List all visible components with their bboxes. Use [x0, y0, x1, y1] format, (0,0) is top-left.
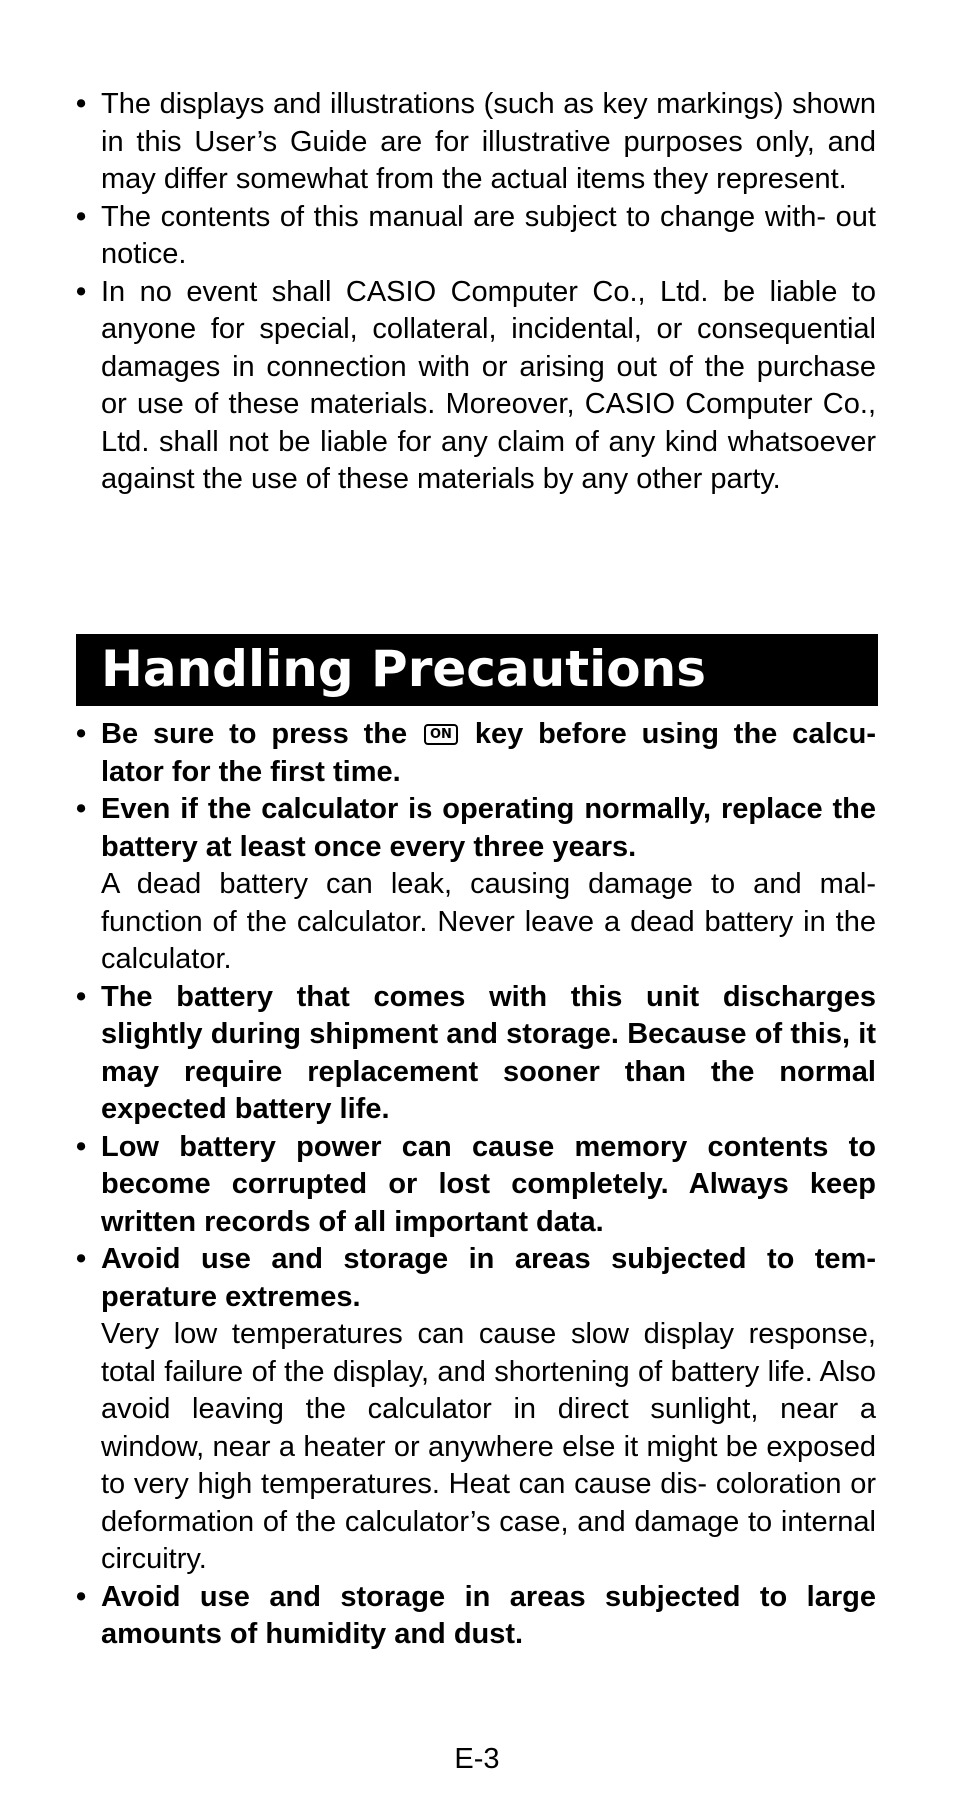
intro-bullet-contents-change: [76, 199, 876, 274]
precaution-heading: Low battery power can cause memory contents to become corrupted or lost completely. Always keep written records of all important data.: [101, 1130, 876, 1238]
precaution-battery-discharge: [76, 979, 876, 1129]
intro-bullet-text: In no event shall CASIO Computer Co., Ltd. be liable to anyone for special, collateral, incidental, or consequential damages in connection with or arising out of the purchase or use of these materials. Moreover, CASIO Computer Co., Ltd. shall not be liable for any claim of any kind whatsoever against the use of these materials by any other party.: [101, 275, 876, 495]
section-title: Handling Precautions: [101, 640, 706, 698]
precaution-humidity-dust: [76, 1579, 876, 1654]
bullet-mark: •: [76, 1580, 87, 1613]
bullet-mark: •: [76, 718, 87, 750]
precaution-heading: The battery that comes with this unit discharges slightly during shipment and storage. Because of this, it may require replacement sooner than the normal expected battery life.: [101, 980, 876, 1125]
precaution-replace-battery: [76, 791, 876, 979]
precaution-heading: Avoid use and storage in areas subjected to tem- perature extremes.: [101, 1243, 876, 1313]
bullet-mark: •: [76, 88, 87, 120]
intro-bullet-illustrations: [76, 86, 876, 199]
bullet-mark: •: [76, 1130, 87, 1163]
precaution-heading: Avoid use and storage in areas subjected to large amounts of humidity and dust.: [101, 1580, 876, 1650]
precaution-press-on-key: [76, 716, 876, 791]
section-heading-bar: [76, 634, 878, 706]
intro-bullet-list: [76, 86, 876, 499]
page-number: E-3: [454, 1743, 500, 1775]
bullet-mark: •: [76, 275, 87, 308]
precautions-list: [76, 716, 876, 1654]
precaution-text-before-key: Be sure to press the: [101, 718, 408, 750]
intro-bullet-liability: [76, 274, 876, 499]
precaution-body: A dead battery can leak, causing damage to and mal- function of the calculator. Never leave a dead battery in the calculator.: [101, 868, 876, 975]
bullet-mark: •: [76, 980, 87, 1013]
intro-bullet-text: The contents of this manual are subject to change with- out notice.: [101, 200, 876, 270]
precaution-body: Very low temperatures can cause slow display response, total failure of the display, and shortening of battery life. Also avoid leaving the calculator in direct sunlight, near a window, near a heater or anywhere else it might be exposed to very high temperatures. Heat can cause dis- coloration or deformation of the calculator’s case, and damage to internal circuitry.: [101, 1318, 876, 1575]
bullet-mark: •: [76, 1243, 87, 1275]
bullet-mark: •: [76, 793, 87, 825]
precaution-heading: Even if the calculator is operating normally, replace the battery at least once every three years.: [101, 793, 876, 863]
bullet-mark: •: [76, 200, 87, 233]
precaution-text-after-key: key before using the calcu- lator for the first time.: [101, 718, 877, 788]
precaution-heading: [101, 716, 876, 791]
precaution-low-battery-memory: [76, 1129, 876, 1242]
on-key-icon: ON: [424, 724, 458, 745]
precaution-temperature-extremes: [76, 1241, 876, 1579]
intro-bullet-text: The displays and illustrations (such as key markings) shown in this User’s Guide are for illustrative purposes only, and may differ somewhat from the actual items they represent.: [101, 88, 876, 195]
